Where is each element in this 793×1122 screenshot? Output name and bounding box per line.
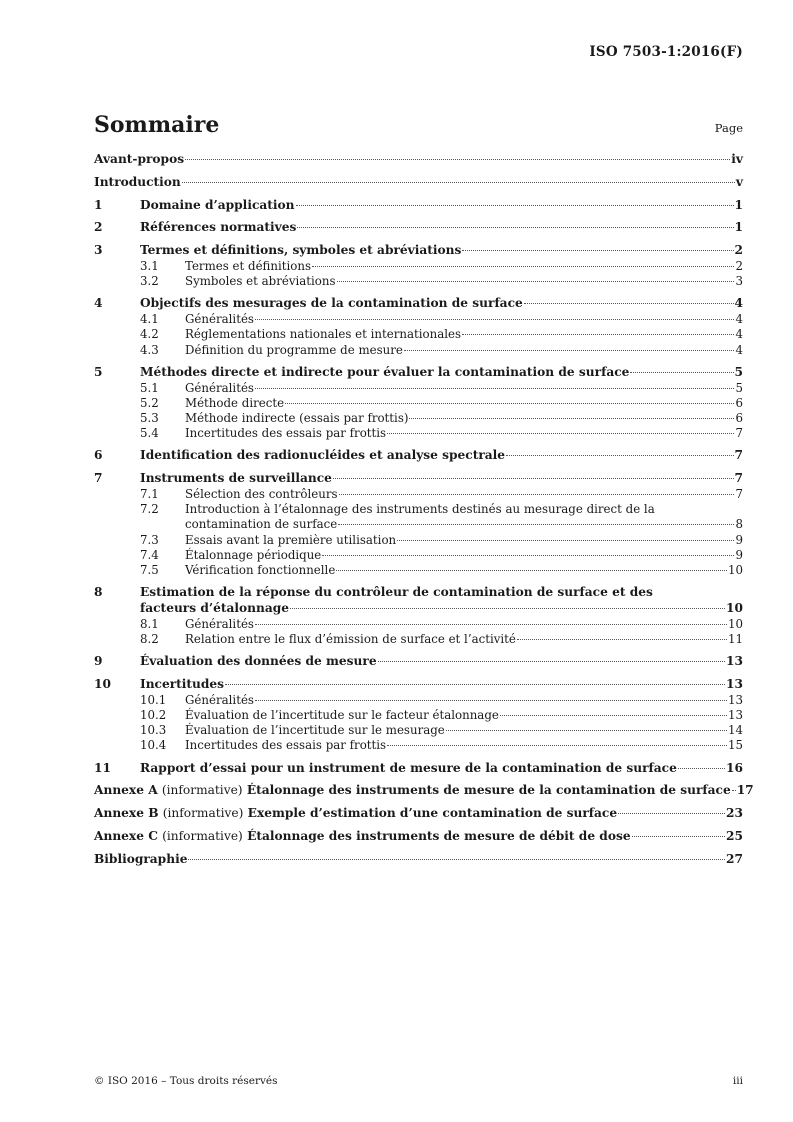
toc-entry-title: Généralités <box>185 692 254 707</box>
toc-entry-5[interactable] <box>94 365 743 381</box>
toc-entry-title: Termes et définitions, symboles et abréviations <box>140 243 462 258</box>
toc-entry-number: 11 <box>94 760 111 775</box>
toc-entry-page: iv <box>731 152 743 166</box>
dot-leader <box>255 624 727 625</box>
dot-leader <box>225 684 725 685</box>
toc-entry-page: 4 <box>735 312 743 327</box>
toc-entry-9[interactable] <box>94 654 743 670</box>
toc-entry-number: 2 <box>94 220 103 235</box>
toc-entry-number: 3.1 <box>140 258 159 273</box>
toc-entry-title: Généralités <box>185 312 254 327</box>
toc-entry-title <box>94 806 617 822</box>
dot-leader <box>188 859 725 860</box>
toc-entry-page: 8 <box>735 517 743 532</box>
toc-entry-10[interactable] <box>94 677 743 693</box>
dot-leader <box>632 836 725 837</box>
toc-entry-page: 10 <box>727 563 743 578</box>
toc-entry-title: contamination de surface <box>185 517 338 532</box>
toc-entry-3-2[interactable] <box>94 274 743 289</box>
copyright-notice: © ISO 2016 – Tous droits réservés <box>94 1075 278 1087</box>
toc-entry-title: Méthode indirecte (essais par frottis) <box>185 411 409 425</box>
table-of-contents <box>94 152 754 868</box>
toc-entry-introduction[interactable] <box>94 175 743 191</box>
toc-entry-title: Méthodes directe et indirecte pour évaluer la contamination de surface <box>140 364 630 379</box>
page-column-label: Page <box>714 121 743 135</box>
toc-entry-number: 7.5 <box>140 563 159 578</box>
toc-entry-title: facteurs d’étalonnage <box>140 601 290 616</box>
toc-entry-number: 5.1 <box>140 380 159 395</box>
toc-entry-annex-b[interactable] <box>94 806 743 822</box>
toc-entry-number: 8.2 <box>140 632 159 647</box>
toc-entry-10-3[interactable] <box>94 723 743 738</box>
toc-entry-title: Avant-propos <box>94 152 185 166</box>
toc-entry-number: 5.4 <box>140 426 159 441</box>
toc-entry-title: Incertitudes des essais par frottis <box>185 426 387 441</box>
toc-entry-7-3[interactable] <box>94 533 743 548</box>
dot-leader <box>312 266 734 267</box>
annex-label: Annexe B <box>94 806 159 821</box>
toc-entry-number: 5.3 <box>140 411 159 425</box>
toc-entry-number: 5.2 <box>140 395 159 410</box>
toc-entry-title: Domaine d’application <box>140 197 295 212</box>
toc-entry-title: Généralités <box>185 380 254 395</box>
toc-entry-10-4[interactable] <box>94 738 743 753</box>
dot-leader <box>336 570 727 571</box>
toc-entry-number: 10 <box>94 677 111 692</box>
toc-entry-title: Réglementations nationales et internationales <box>185 327 462 342</box>
dot-leader <box>296 205 734 206</box>
toc-entry-5-2[interactable] <box>94 396 743 411</box>
toc-entry-title: Méthode directe <box>185 395 285 410</box>
toc-entry-title: Essais avant la première utilisation <box>185 532 397 547</box>
dot-leader <box>285 403 734 404</box>
toc-entry-number: 10.1 <box>140 692 167 707</box>
toc-entry-page: 16 <box>726 760 743 775</box>
toc-entry-page: 10 <box>726 601 743 616</box>
toc-entry-title: Étalonnage périodique <box>185 547 322 562</box>
toc-entry-page: 5 <box>734 364 743 379</box>
dot-leader <box>255 319 735 320</box>
toc-entry-number: 4.1 <box>140 312 159 327</box>
annex-label: Annexe A <box>94 783 158 798</box>
toc-entry-number: 7.2 <box>140 502 159 517</box>
toc-entry-title: Bibliographie <box>94 851 188 866</box>
dot-leader <box>500 715 727 716</box>
toc-entry-7-4[interactable] <box>94 548 743 563</box>
toc-entry-page: 10 <box>727 616 743 631</box>
toc-entry-title: Incertitudes des essais par frottis <box>185 738 387 753</box>
dot-leader <box>446 730 727 731</box>
toc-entry-page: 17 <box>736 783 754 798</box>
toc-entry-number: 4.3 <box>140 342 159 357</box>
toc-entry-page: 4 <box>734 296 743 311</box>
toc-entry-number: 5 <box>94 364 103 379</box>
toc-entry-title: Symboles et abréviations <box>185 274 336 289</box>
toc-entry-number: 7.3 <box>140 532 159 547</box>
toc-entry-page: 27 <box>726 851 743 866</box>
toc-entry-number: 7.1 <box>140 487 159 501</box>
dot-leader <box>339 494 735 495</box>
toc-entry-page: 14 <box>727 723 743 738</box>
toc-entry-7-5[interactable] <box>94 563 743 578</box>
toc-entry-page: 25 <box>726 829 743 844</box>
toc-entry-annex-c[interactable] <box>94 829 743 845</box>
dot-leader <box>290 608 725 609</box>
toc-entry-11[interactable] <box>94 761 743 777</box>
dot-leader <box>182 182 735 183</box>
dot-leader <box>185 159 730 160</box>
toc-entry-title: Termes et définitions <box>185 258 312 273</box>
toc-entry-8-line2[interactable] <box>94 601 743 617</box>
toc-entry-5-3[interactable] <box>94 411 743 426</box>
toc-entry-4-2[interactable] <box>94 327 743 342</box>
toc-entry-bibliographie[interactable] <box>94 852 743 868</box>
toc-entry-page: 15 <box>727 738 743 753</box>
annex-title: Étalonnage des instruments de mesure de débit de dose <box>247 829 631 844</box>
toc-entry-page: 23 <box>726 806 743 821</box>
toc-entry-title: Sélection des contrôleurs <box>185 487 338 501</box>
toc-entry-8-line1[interactable] <box>94 585 743 601</box>
dot-leader <box>387 745 727 746</box>
toc-entry-page: 9 <box>735 532 743 547</box>
dot-leader <box>517 639 727 640</box>
dot-leader <box>630 372 733 373</box>
toc-entry-10-2[interactable] <box>94 708 743 723</box>
toc-entry-page: 13 <box>727 708 743 723</box>
toc-entry-title: Vérification fonctionnelle <box>185 563 336 578</box>
annex-label: Annexe C <box>94 829 158 844</box>
toc-entry-title: Introduction <box>94 174 181 189</box>
toc-entry-1[interactable] <box>94 198 743 214</box>
toc-entry-page: 2 <box>734 243 743 258</box>
dot-leader <box>333 478 734 479</box>
toc-entry-number: 3 <box>94 243 103 258</box>
toc-entry-title: Relation entre le flux d’émission de surface et l’activité <box>185 632 516 647</box>
toc-entry-title: Définition du programme de mesure <box>185 342 403 357</box>
dot-leader <box>404 350 735 351</box>
toc-entry-4[interactable] <box>94 296 743 312</box>
toc-entry-2[interactable] <box>94 220 743 236</box>
toc-entry-page: 13 <box>726 677 743 692</box>
toc-entry-title <box>94 829 631 845</box>
annex-kind: (informative) <box>161 783 243 798</box>
toc-entry-number: 9 <box>94 654 103 669</box>
toc-entry-title: Évaluation de l’incertitude sur le mesurage <box>185 723 445 738</box>
dot-leader <box>337 281 735 282</box>
toc-entry-page: 9 <box>735 547 743 562</box>
toc-entry-title: Évaluation de l’incertitude sur le facteur étalonnage <box>185 708 499 723</box>
toc-entry-annex-a[interactable] <box>94 783 754 799</box>
toc-entry-number: 8 <box>94 585 103 600</box>
toc-entry-number: 10.3 <box>140 723 167 738</box>
dot-leader <box>506 455 733 456</box>
toc-entry-page: 7 <box>734 448 743 463</box>
toc-entry-page: 4 <box>735 327 743 342</box>
annex-kind: (informative) <box>162 806 244 821</box>
toc-entry-number: 3.2 <box>140 274 159 289</box>
toc-entry-title: Généralités <box>185 616 254 631</box>
dot-leader <box>397 540 734 541</box>
toc-entry-number: 7.4 <box>140 547 159 562</box>
toc-entry-title: Estimation de la réponse du contrôleur de contamination de surface et des <box>140 585 653 600</box>
toc-entry-title: Instruments de surveillance <box>140 471 332 486</box>
toc-entry-page: 3 <box>735 274 743 289</box>
toc-entry-number: 4 <box>94 296 103 311</box>
toc-entry-number: 4.2 <box>140 327 159 342</box>
toc-entry-3-1[interactable] <box>94 259 743 274</box>
toc-entry-7[interactable] <box>94 471 743 487</box>
toc-entry-6[interactable] <box>94 448 743 464</box>
toc-entry-title: Objectifs des mesurages de la contamination de surface <box>140 296 523 311</box>
toc-entry-title: Rapport d’essai pour un instrument de mesure de la contamination de surface <box>140 760 677 775</box>
toc-entry-number: 7 <box>94 471 103 486</box>
document-id: ISO 7503-1:2016(F) <box>589 44 743 60</box>
dot-leader <box>618 813 725 814</box>
annex-title: Étalonnage des instruments de mesure de la contamination de surface <box>246 783 731 798</box>
toc-entry-8-1[interactable] <box>94 617 743 632</box>
dot-leader <box>387 433 734 434</box>
toc-entry-4-1[interactable] <box>94 312 743 327</box>
dot-leader <box>524 303 734 304</box>
dot-leader <box>678 768 725 769</box>
toc-entry-number: 10.4 <box>140 738 167 753</box>
toc-entry-number: 8.1 <box>140 616 159 631</box>
toc-entry-7-1[interactable] <box>94 487 743 502</box>
toc-entry-page: 7 <box>734 471 743 486</box>
dot-leader <box>297 227 733 228</box>
toc-entry-page: 6 <box>735 395 743 410</box>
toc-entry-page: 5 <box>735 380 743 395</box>
page-title: Sommaire <box>94 112 220 138</box>
toc-entry-page: 7 <box>735 426 743 441</box>
dot-leader <box>462 334 734 335</box>
toc-entry-title: Introduction à l’étalonnage des instruments destinés au mesurage direct de la <box>185 502 655 517</box>
dot-leader <box>378 661 725 662</box>
dot-leader <box>255 388 735 389</box>
toc-entry-page: 2 <box>735 258 743 273</box>
toc-entry-page: 13 <box>726 654 743 669</box>
dot-leader <box>462 250 733 251</box>
toc-entry-3[interactable] <box>94 243 743 259</box>
toc-entry-number: 1 <box>94 197 103 212</box>
toc-entry-10-1[interactable] <box>94 693 743 708</box>
toc-entry-7-2-line2[interactable] <box>94 517 743 532</box>
toc-entry-5-1[interactable] <box>94 381 743 396</box>
dot-leader <box>338 524 734 525</box>
toc-entry-page: 1 <box>734 197 743 212</box>
dot-leader <box>255 700 727 701</box>
toc-entry-page: 6 <box>735 411 743 425</box>
toc-entry-title: Incertitudes <box>140 677 225 692</box>
toc-entry-title <box>94 783 731 799</box>
toc-entry-page: 11 <box>727 632 743 647</box>
toc-entry-number: 6 <box>94 448 103 463</box>
toc-entry-7-2-line1[interactable] <box>94 502 743 517</box>
annex-title: Exemple d’estimation d’une contamination de surface <box>247 806 618 821</box>
toc-entry-title: Évaluation des données de mesure <box>140 654 377 669</box>
toc-entry-5-4[interactable] <box>94 426 743 441</box>
page-number: iii <box>732 1075 743 1087</box>
toc-entry-number: 10.2 <box>140 708 167 723</box>
annex-kind: (informative) <box>162 829 243 844</box>
dot-leader <box>409 418 734 419</box>
toc-entry-page: 1 <box>734 220 743 235</box>
toc-entry-avant-propos[interactable] <box>94 152 743 168</box>
toc-entry-page: 13 <box>727 692 743 707</box>
toc-entry-4-3[interactable] <box>94 343 743 358</box>
dot-leader <box>732 790 736 791</box>
dot-leader <box>322 555 734 556</box>
toc-entry-page: 4 <box>735 342 743 357</box>
toc-entry-page: 7 <box>735 487 743 501</box>
toc-entry-page: v <box>735 174 743 189</box>
toc-entry-title: Références normatives <box>140 220 297 235</box>
toc-entry-title: Identification des radionucléides et analyse spectrale <box>140 448 506 463</box>
toc-entry-8-2[interactable] <box>94 632 743 647</box>
